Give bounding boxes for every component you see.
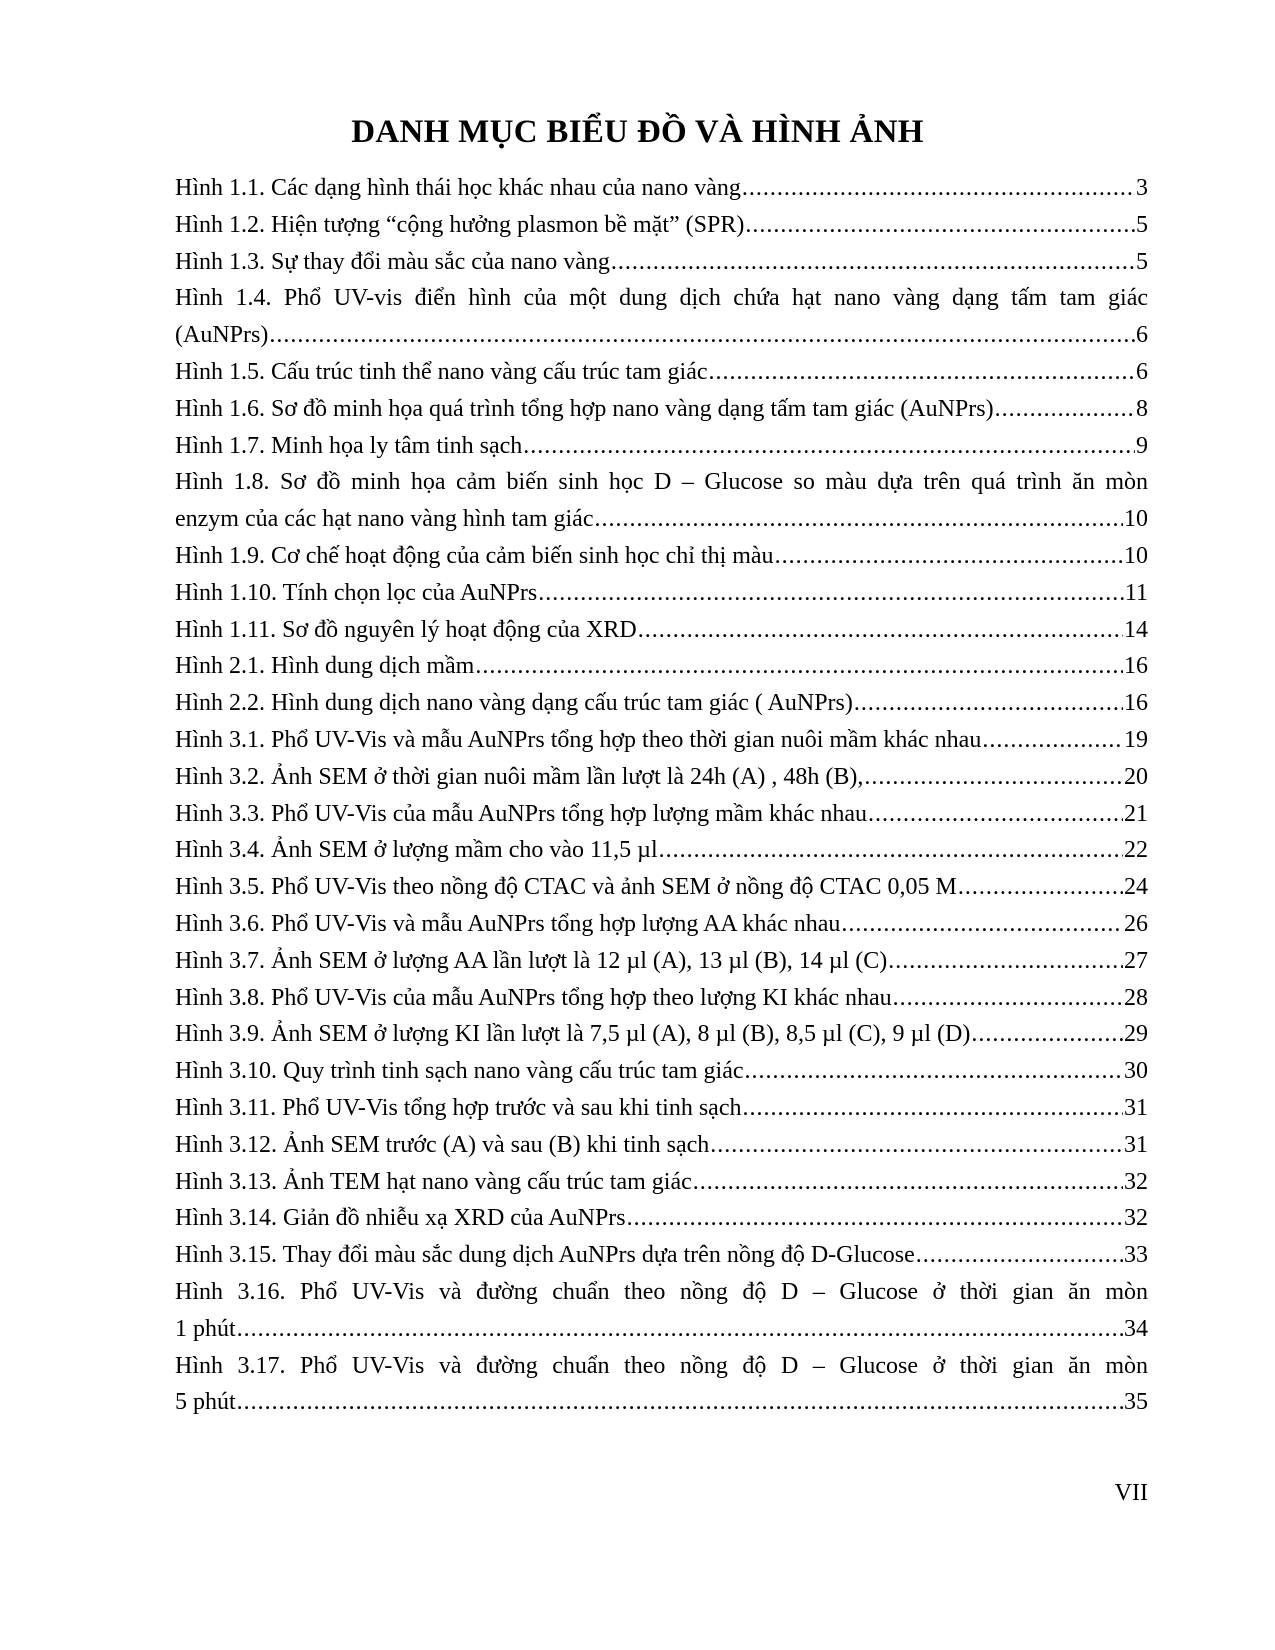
entry-text: Hình 1.2. Hiện tượng “cộng hưởng plasmon bề mặt” (SPR) (175, 211, 745, 238)
entry-page: 6 (1136, 322, 1148, 349)
page-title: DANH MỤC BIỂU ĐỒ VÀ HÌNH ẢNH (351, 114, 924, 150)
entry-text: Hình 2.1. Hình dung dịch mầm (175, 653, 475, 680)
figure-entry[interactable] (175, 464, 1148, 538)
figure-entry[interactable] (175, 869, 1148, 906)
entry-text: Hình 2.2. Hình dung dịch nano vàng dạng cấu trúc tam giác ( AuNPrs) (175, 690, 853, 717)
figure-entry[interactable] (175, 648, 1148, 685)
figure-entry[interactable] (175, 280, 1148, 354)
dot-leader (269, 317, 1135, 354)
entry-page: 21 (1124, 800, 1148, 827)
entry-text: 5 phút (175, 1389, 236, 1416)
figure-entry[interactable] (175, 244, 1148, 281)
figure-entry[interactable] (175, 906, 1148, 943)
dot-leader (709, 354, 1135, 391)
entry-page: 6 (1136, 358, 1148, 385)
entry-page: 27 (1124, 947, 1148, 974)
figure-entry[interactable] (175, 1016, 1148, 1053)
figure-entry[interactable] (175, 428, 1148, 465)
entry-text-line1: Hình 3.17. Phổ UV-Vis và đường chuẩn theo nồng độ D – Glucose ở thời gian ăn mòn (175, 1352, 1148, 1379)
entry-text: Hình 1.1. Các dạng hình thái học khác nhau của nano vàng (175, 175, 741, 201)
figure-entry[interactable] (175, 354, 1148, 391)
entry-text: Hình 1.11. Sơ đồ nguyên lý hoạt động của XRD (175, 616, 637, 643)
entry-page: 28 (1124, 984, 1148, 1011)
entry-page: 22 (1124, 837, 1148, 864)
dot-leader (916, 1237, 1123, 1274)
entry-page: 24 (1124, 874, 1148, 901)
figure-entry[interactable] (175, 1127, 1148, 1164)
figure-entry[interactable] (175, 1237, 1148, 1274)
entry-text: Hình 3.5. Phổ UV-Vis theo nồng độ CTAC và ảnh SEM ở nồng độ CTAC 0,05 M (175, 874, 957, 901)
dot-leader (868, 796, 1123, 833)
entry-text: enzym của các hạt nano vàng hình tam giác (175, 506, 594, 533)
dot-leader (864, 759, 1123, 796)
entry-page: 32 (1124, 1168, 1148, 1195)
figure-entry[interactable] (175, 980, 1148, 1017)
figure-entry[interactable] (175, 575, 1148, 612)
figure-entry[interactable] (175, 1348, 1148, 1422)
dot-leader (627, 1200, 1123, 1237)
entry-text: Hình 1.3. Sự thay đổi màu sắc của nano vàng (175, 248, 610, 275)
figure-entry[interactable] (175, 1274, 1148, 1348)
entry-page: 19 (1124, 726, 1148, 753)
dot-leader (958, 869, 1123, 906)
dot-leader (893, 980, 1123, 1017)
dot-leader (710, 1127, 1123, 1164)
entry-text: Hình 1.10. Tính chọn lọc của AuNPrs (175, 579, 538, 606)
entry-text: Hình 3.13. Ảnh TEM hạt nano vàng cấu trúc tam giác (175, 1168, 692, 1195)
entry-page: 35 (1124, 1389, 1148, 1416)
entry-page: 10 (1124, 506, 1148, 533)
dot-leader (538, 575, 1124, 612)
entry-text: Hình 1.6. Sơ đồ minh họa quá trình tổng hợp nano vàng dạng tấm tam giác (AuNPrs) (175, 395, 994, 422)
dot-leader (971, 1016, 1123, 1053)
figure-list (175, 170, 1148, 1421)
entry-page: 20 (1124, 763, 1148, 790)
dot-leader (237, 1384, 1123, 1421)
entry-text: Hình 3.14. Giản đồ nhiễu xạ XRD của AuNPrs (175, 1205, 626, 1232)
figure-entry[interactable] (175, 391, 1148, 428)
figure-entry[interactable] (175, 1053, 1148, 1090)
entry-page: 8 (1136, 395, 1148, 422)
dot-leader (237, 1311, 1123, 1348)
figure-entry[interactable] (175, 796, 1148, 833)
dot-leader (611, 244, 1135, 281)
entry-text: Hình 3.15. Thay đổi màu sắc dung dịch AuNPrs dựa trên nồng độ D-Glucose (175, 1242, 915, 1269)
figure-entry[interactable] (175, 1090, 1148, 1127)
entry-page: 9 (1136, 432, 1148, 459)
figure-entry[interactable] (175, 207, 1148, 244)
figure-entry[interactable] (175, 685, 1148, 722)
entry-text: Hình 3.10. Quy trình tinh sạch nano vàng cấu trúc tam giác (175, 1058, 744, 1085)
entry-page: 11 (1124, 579, 1148, 606)
dot-leader (742, 1090, 1123, 1127)
entry-page: 5 (1136, 248, 1148, 275)
dot-leader (475, 648, 1123, 685)
figure-entry[interactable] (175, 832, 1148, 869)
entry-text: Hình 3.2. Ảnh SEM ở thời gian nuôi mầm lần lượt là 24h (A) , 48h (B), (175, 763, 864, 790)
entry-text: Hình 3.11. Phổ UV-Vis tổng hợp trước và sau khi tinh sạch (175, 1094, 742, 1121)
entry-text: Hình 1.9. Cơ chế hoạt động của cảm biến sinh học chỉ thị màu (175, 542, 774, 569)
dot-leader (595, 501, 1124, 538)
entry-page: 33 (1124, 1242, 1148, 1269)
dot-leader (995, 391, 1135, 428)
page-number: VII (1114, 1480, 1148, 1506)
figure-entry[interactable] (175, 170, 1148, 207)
dot-leader (659, 832, 1123, 869)
figure-entry[interactable] (175, 1200, 1148, 1237)
entry-page: 10 (1124, 542, 1148, 569)
entry-text: Hình 3.7. Ảnh SEM ở lượng AA lần lượt là 12 µl (A), 13 µl (B), 14 µl (C) (175, 947, 888, 974)
entry-page: 34 (1124, 1315, 1148, 1342)
dot-leader (775, 538, 1123, 575)
figure-entry[interactable] (175, 1164, 1148, 1201)
entry-page: 31 (1124, 1094, 1148, 1121)
entry-text: Hình 3.9. Ảnh SEM ở lượng KI lần lượt là 7,5 µl (A), 8 µl (B), 8,5 µl (C), 9 µl (D) (175, 1021, 971, 1048)
entry-page: 14 (1124, 616, 1148, 643)
dot-leader (982, 722, 1123, 759)
entry-page: 16 (1124, 653, 1148, 680)
entry-text: Hình 3.6. Phổ UV-Vis và mẫu AuNPrs tổng hợp lượng AA khác nhau (175, 910, 841, 937)
entry-page: 16 (1124, 690, 1148, 717)
entry-text: Hình 3.3. Phổ UV-Vis của mẫu AuNPrs tổng hợp lượng mầm khác nhau (175, 800, 868, 827)
figure-entry[interactable] (175, 722, 1148, 759)
entry-page: 31 (1124, 1131, 1148, 1158)
entry-text-line1: Hình 1.4. Phổ UV-vis điển hình của một dung dịch chứa hạt nano vàng dạng tấm tam giác (175, 285, 1148, 312)
dot-leader (693, 1164, 1123, 1201)
dot-leader (523, 428, 1135, 465)
figure-entry[interactable] (175, 943, 1148, 980)
entry-text: 1 phút (175, 1315, 236, 1342)
entry-text: Hình 3.4. Ảnh SEM ở lượng mầm cho vào 11,5 µl (175, 837, 658, 864)
entry-text: Hình 1.7. Minh họa ly tâm tinh sạch (175, 432, 523, 459)
dot-leader (745, 1053, 1123, 1090)
dot-leader (638, 612, 1123, 649)
entry-page: 26 (1124, 910, 1148, 937)
dot-leader (888, 943, 1123, 980)
entry-text: Hình 3.8. Phổ UV-Vis của mẫu AuNPrs tổng hợp theo lượng KI khác nhau (175, 984, 892, 1011)
entry-page: 32 (1124, 1205, 1148, 1232)
entry-text-line1: Hình 3.16. Phổ UV-Vis và đường chuẩn theo nồng độ D – Glucose ở thời gian ăn mòn (175, 1278, 1148, 1305)
entry-text: (AuNPrs) (175, 322, 269, 349)
figure-entry[interactable] (175, 538, 1148, 575)
dot-leader (841, 906, 1123, 943)
entry-page: 30 (1124, 1058, 1148, 1085)
dot-leader (745, 207, 1135, 244)
entry-text: Hình 3.12. Ảnh SEM trước (A) và sau (B) khi tinh sạch (175, 1131, 710, 1158)
entry-page: 5 (1136, 211, 1148, 238)
entry-text: Hình 1.5. Cấu trúc tinh thể nano vàng cấu trúc tam giác (175, 358, 708, 385)
figure-entry[interactable] (175, 759, 1148, 796)
dot-leader (854, 685, 1123, 722)
figure-entry[interactable] (175, 612, 1148, 649)
dot-leader (742, 170, 1135, 207)
entry-text: Hình 3.1. Phổ UV-Vis và mẫu AuNPrs tổng hợp theo thời gian nuôi mầm khác nhau (175, 726, 982, 753)
entry-page: 3 (1136, 175, 1148, 201)
entry-text-line1: Hình 1.8. Sơ đồ minh họa cảm biến sinh học D – Glucose so màu dựa trên quá trình ăn mòn (175, 469, 1148, 496)
entry-page: 29 (1124, 1021, 1148, 1048)
